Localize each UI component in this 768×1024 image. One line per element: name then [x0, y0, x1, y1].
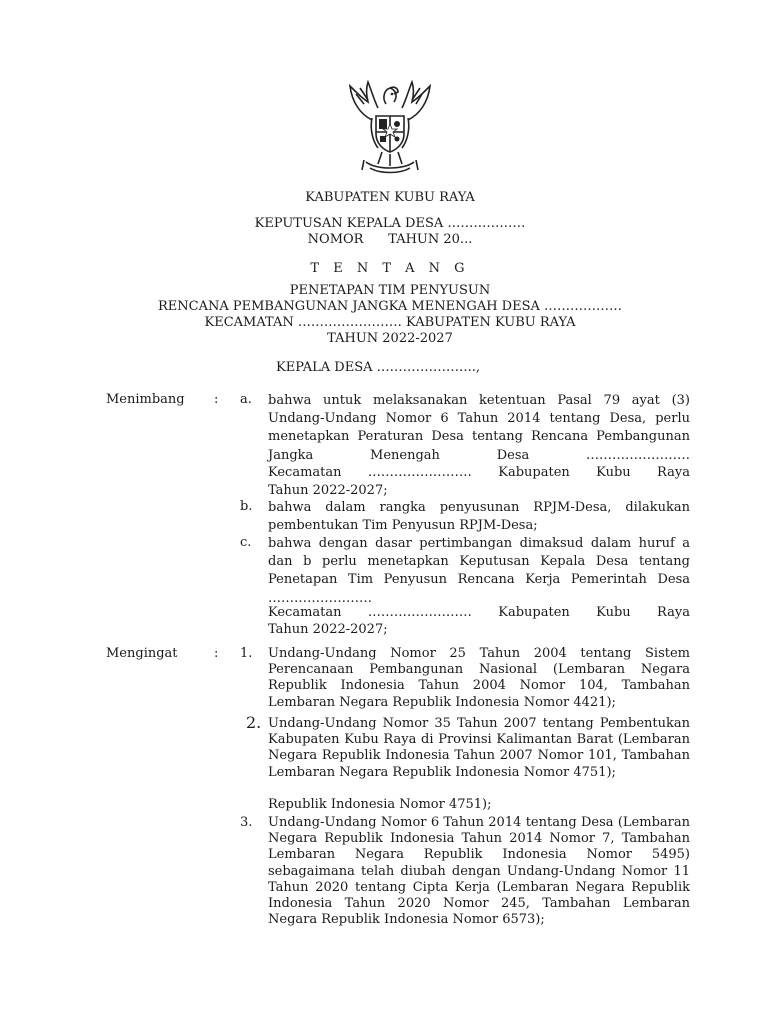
- subject-line-3: KECAMATAN …………………… KABUPATEN KUBU RAYA: [204, 315, 576, 330]
- about-heading: T E N T A N G: [310, 261, 470, 276]
- mengingat-marker-2: 2.: [246, 713, 262, 732]
- mengingat-item-2: Undang-Undang Nomor 35 Tahun 2007 tentang Pembentukan Kabupaten Kubu Raya di Provinsi Kalimantan Barat (Lembaran Negara Republik Indonesia Tahun 2007 Nomor 101, Tambahan Lembaran Negara Republik Indonesia Nomor 4751);: [268, 716, 690, 780]
- menimbang-item-c-line: Kecamatan …………………… Kabupaten Kubu Raya: [268, 605, 690, 620]
- subject-line-4: TAHUN 2022-2027: [327, 331, 453, 346]
- decree-number-text: NOMOR TAHUN 20...: [307, 232, 473, 247]
- menimbang-item-a-year: Tahun 2022-2027;: [268, 483, 388, 498]
- mengingat-item-2-extra: Republik Indonesia Nomor 4751);: [268, 797, 492, 812]
- menimbang-item-c-year: Tahun 2022-2027;: [268, 622, 388, 637]
- subject-line-1: PENETAPAN TIM PENYUSUN: [289, 283, 491, 298]
- mengingat-colon: :: [214, 646, 219, 661]
- menimbang-marker-b: b.: [240, 499, 253, 514]
- mengingat-item-3: Undang-Undang Nomor 6 Tahun 2014 tentang Desa (Lembaran Negara Republik Indonesia Tahun 2014 Nomor 7, Tambahan Lembaran Negara Republik Indonesia Nomor 5495) sebagaimana telah diubah dengan Undang-Undang Nomor 11 Tahun 2020 tentang Cipta Kerja (Lembaran Negara Republik Indonesia Tahun 2020 Nomor 245, Tambahan Lembaran Negara Republik Indonesia Nomor 6573);: [268, 815, 690, 928]
- menimbang-marker-c: c.: [240, 535, 252, 550]
- menimbang-colon: :: [214, 392, 219, 407]
- menimbang-item-b: bahwa dalam rangka penyusunan RPJM-Desa, dilakukan pembentukan Tim Penyusun RPJM-Desa;: [268, 500, 690, 534]
- mengingat-marker-3: 3.: [240, 815, 253, 830]
- decree-number: [100, 232, 680, 248]
- menimbang-item-a: bahwa untuk melaksanakan ketentuan Pasal 79 ayat (3) Undang-Undang Nomor 6 Tahun 2014 tentang Desa, perlu menetapkan Peraturan Desa tentang Rencana Pembangunan Jangka Menengah Desa ……………………: [268, 393, 690, 463]
- subject-line-2: RENCANA PEMBANGUNAN JANGKA MENENGAH DESA ………………: [157, 299, 623, 314]
- mengingat-label: Mengingat: [106, 646, 178, 661]
- mengingat-item-1: Undang-Undang Nomor 25 Tahun 2004 tentang Sistem Perencanaan Pembangunan Nasional (Lembaran Negara Republik Indonesia Tahun 2004 Nomor 104, Tambahan Lembaran Negara Republik Indonesia Nomor 4421);: [268, 646, 690, 710]
- regency-title: KABUPATEN KUBU RAYA: [305, 190, 475, 205]
- menimbang-label: Menimbang: [106, 392, 185, 407]
- menimbang-item-c: bahwa dengan dasar pertimbangan dimaksud dalam huruf a dan b perlu menetapkan Keputusan Kepala Desa tentang Penetapan Tim Penyusun Rencana Kerja Pemerintah Desa ……………………: [268, 536, 690, 606]
- menimbang-marker-a: a.: [240, 392, 252, 407]
- menimbang-item-a-line: Kecamatan …………………… Kabupaten Kubu Raya: [268, 465, 690, 480]
- decree-title: KEPUTUSAN KEPALA DESA ………………: [254, 216, 526, 231]
- mengingat-marker-1: 1.: [240, 646, 253, 661]
- village-head-title: KEPALA DESA …………………..,: [276, 360, 481, 375]
- garuda-pancasila-emblem-icon: [342, 78, 438, 178]
